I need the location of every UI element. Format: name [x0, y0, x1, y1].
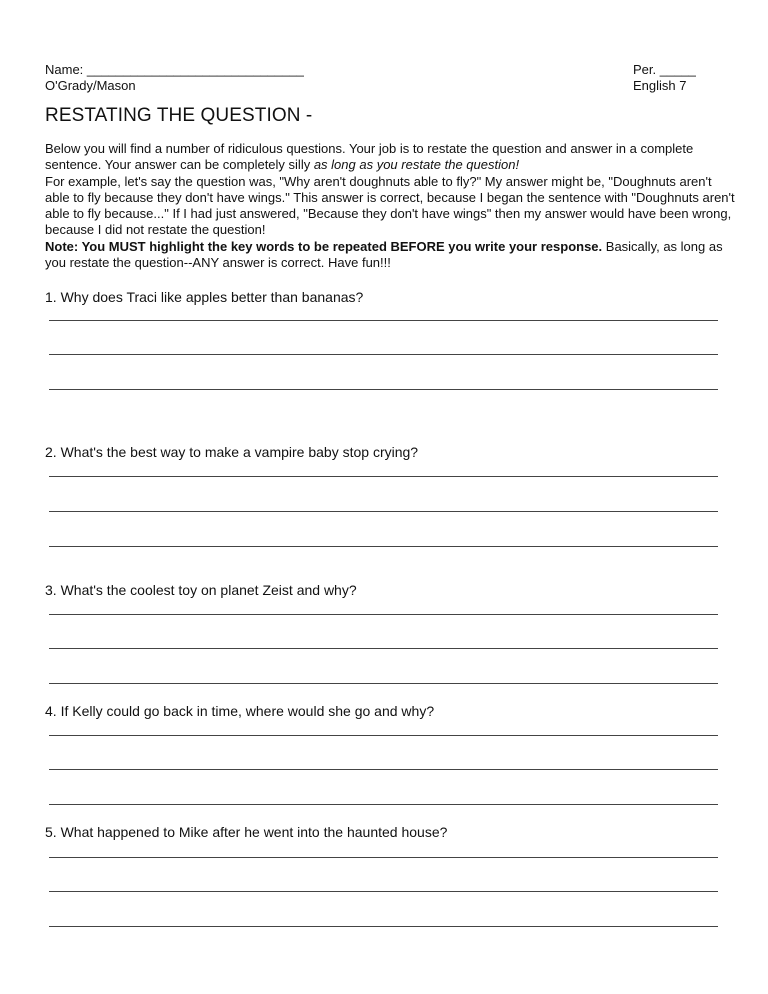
answer-line[interactable] — [49, 614, 718, 615]
answer-line[interactable] — [49, 546, 718, 547]
question-3: 3. What's the coolest toy on planet Zeist and why? — [45, 582, 357, 598]
answer-line[interactable] — [49, 389, 718, 390]
course-label: English 7 — [633, 78, 687, 93]
answer-line[interactable] — [49, 891, 718, 892]
period-blank[interactable]: _____ — [659, 62, 696, 77]
instructions-note: Note: You MUST highlight the key words to be repeated BEFORE you write your response. — [45, 238, 603, 254]
question-5: 5. What happened to Mike after he went into the haunted house? — [45, 824, 448, 840]
answer-line[interactable] — [49, 320, 718, 321]
question-4: 4. If Kelly could go back in time, where would she go and why? — [45, 703, 435, 719]
answer-line[interactable] — [49, 926, 718, 927]
answer-line[interactable] — [49, 648, 718, 649]
answer-line[interactable] — [49, 476, 718, 477]
page-title: RESTATING THE QUESTION - — [45, 105, 313, 126]
answer-line[interactable] — [49, 735, 718, 736]
answer-line[interactable] — [49, 769, 718, 770]
instructions-emphasis: as long as you restate the question! — [313, 157, 520, 173]
period-label: Per. — [633, 62, 657, 77]
answer-line[interactable] — [49, 354, 718, 355]
instructions-intro: Below you will find a number of ridiculous questions. Your job is to restate the question and answer in a complete sentence. Your answer can be completely silly — [45, 141, 694, 173]
answer-line[interactable] — [49, 511, 718, 512]
name-label: Name: — [45, 62, 84, 77]
answer-line[interactable] — [49, 857, 718, 858]
question-1: 1. Why does Traci like apples better than bananas? — [45, 289, 364, 305]
question-2: 2. What's the best way to make a vampire baby stop crying? — [45, 444, 419, 460]
answer-line[interactable] — [49, 804, 718, 805]
period-field-row — [633, 62, 696, 78]
instructions-example: For example, let's say the question was, "Why aren't doughnuts able to fly?" My answer might be, "Doughnuts aren't able to fly because they don't have wings." This answer is correct, because I began the sentence with "Doughnuts aren't able to fly because..." If I had just answered, "Because they don't have wings" then my answer would have been wrong, because I did not restate the question! — [45, 173, 735, 238]
instructions-note-rest: Basically, as long as you restate the question--ANY answer is correct. Have fun!!! — [45, 238, 723, 271]
name-field-row — [45, 62, 304, 78]
answer-line[interactable] — [49, 683, 718, 684]
instructions — [45, 141, 735, 271]
teachers-label: O'Grady/Mason — [45, 78, 136, 93]
name-blank[interactable]: ______________________________ — [86, 62, 304, 77]
